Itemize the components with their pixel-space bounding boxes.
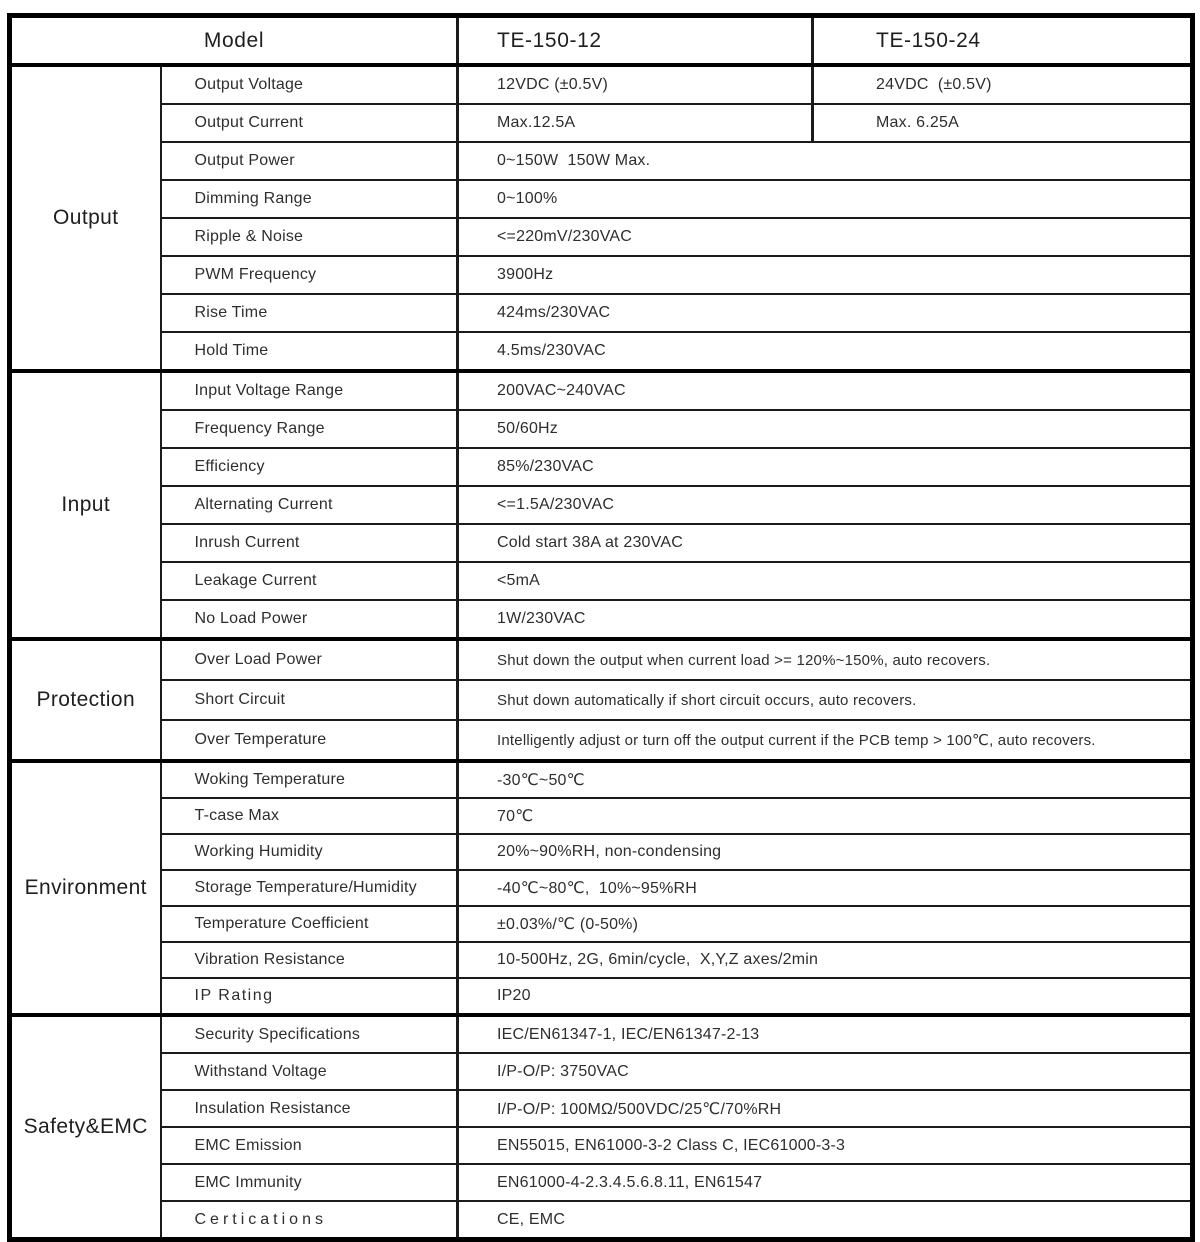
- header-row: [10, 16, 1193, 66]
- value-cell: 0~100%: [458, 180, 1193, 218]
- row-output-voltage: [10, 65, 1193, 104]
- value-cell: <=1.5A/230VAC: [458, 486, 1193, 524]
- section-label-safety-emc: Safety&EMC: [10, 1015, 161, 1240]
- row-withstand-voltage: [10, 1053, 1193, 1090]
- row-woking-temperature: [10, 761, 1193, 798]
- value-cell: Shut down the output when current load >= 120%~150%, auto recovers.: [458, 639, 1193, 680]
- value-cell: 20%~90%RH, non-condensing: [458, 834, 1193, 870]
- value-cell: 3900Hz: [458, 256, 1193, 294]
- row-efficiency: [10, 448, 1193, 486]
- param-cell: Rise Time: [161, 294, 458, 332]
- value-cell: CE, EMC: [458, 1201, 1193, 1240]
- param-cell: Insulation Resistance: [161, 1090, 458, 1127]
- value-cell: <5mA: [458, 562, 1193, 600]
- param-cell: Short Circuit: [161, 680, 458, 720]
- param-cell: Dimming Range: [161, 180, 458, 218]
- value-cell: 10-500Hz, 2G, 6min/cycle, X,Y,Z axes/2min: [458, 942, 1193, 978]
- row-output-power: [10, 142, 1193, 180]
- param-cell: Efficiency: [161, 448, 458, 486]
- param-cell: PWM Frequency: [161, 256, 458, 294]
- row-ip-rating: [10, 978, 1193, 1015]
- row-insulation-resistance: [10, 1090, 1193, 1127]
- section-label-output: Output: [10, 65, 161, 371]
- param-cell: Woking Temperature: [161, 761, 458, 798]
- value-cell: 4.5ms/230VAC: [458, 332, 1193, 371]
- section-label-input: Input: [10, 371, 161, 639]
- param-cell: EMC Emission: [161, 1127, 458, 1164]
- row-certications: [10, 1201, 1193, 1240]
- row-short-circuit: [10, 680, 1193, 720]
- param-cell: Output Current: [161, 104, 458, 142]
- row-leakage-current: [10, 562, 1193, 600]
- row-hold-time: [10, 332, 1193, 371]
- row-pwm-frequency: [10, 256, 1193, 294]
- value-cell: 200VAC~240VAC: [458, 371, 1193, 410]
- value-cell: 85%/230VAC: [458, 448, 1193, 486]
- row-temperature-coefficient: [10, 906, 1193, 942]
- param-cell: Inrush Current: [161, 524, 458, 562]
- row-frequency-range: [10, 410, 1193, 448]
- param-cell: Hold Time: [161, 332, 458, 371]
- value-cell: 1W/230VAC: [458, 600, 1193, 639]
- param-cell: Ripple & Noise: [161, 218, 458, 256]
- value-cell: Cold start 38A at 230VAC: [458, 524, 1193, 562]
- param-cell: Leakage Current: [161, 562, 458, 600]
- row-output-current: [10, 104, 1193, 142]
- row-storage-temperature-humidity: [10, 870, 1193, 906]
- param-cell: Working Humidity: [161, 834, 458, 870]
- param-cell: Over Load Power: [161, 639, 458, 680]
- row-no-load-power: [10, 600, 1193, 639]
- row-working-humidity: [10, 834, 1193, 870]
- row-emc-immunity: [10, 1164, 1193, 1201]
- param-cell: Output Voltage: [161, 65, 458, 104]
- value-cell: I/P-O/P: 100MΩ/500VDC/25℃/70%RH: [458, 1090, 1193, 1127]
- row-inrush-current: [10, 524, 1193, 562]
- param-cell: Withstand Voltage: [161, 1053, 458, 1090]
- value-cell-24: 24VDC (±0.5V): [813, 65, 1193, 104]
- value-cell: 0~150W 150W Max.: [458, 142, 1193, 180]
- row-input-voltage-range: [10, 371, 1193, 410]
- param-cell: T-case Max: [161, 798, 458, 834]
- param-cell: Input Voltage Range: [161, 371, 458, 410]
- param-cell: Temperature Coefficient: [161, 906, 458, 942]
- value-cell: -30℃~50℃: [458, 761, 1193, 798]
- value-cell: IP20: [458, 978, 1193, 1015]
- row-t-case-max: [10, 798, 1193, 834]
- value-cell-24: Max. 6.25A: [813, 104, 1193, 142]
- row-security-specifications: [10, 1015, 1193, 1053]
- value-cell: Intelligently adjust or turn off the output current if the PCB temp > 100℃, auto recovers.: [458, 720, 1193, 761]
- section-label-protection: Protection: [10, 639, 161, 761]
- param-cell: Frequency Range: [161, 410, 458, 448]
- value-cell: 50/60Hz: [458, 410, 1193, 448]
- param-cell: Certications: [161, 1201, 458, 1240]
- param-cell: Storage Temperature/Humidity: [161, 870, 458, 906]
- value-cell: 424ms/230VAC: [458, 294, 1193, 332]
- param-cell: Over Temperature: [161, 720, 458, 761]
- value-cell: EN55015, EN61000-3-2 Class C, IEC61000-3-3: [458, 1127, 1193, 1164]
- model-header-label: Model: [10, 16, 458, 66]
- spec-table: [7, 13, 1195, 1242]
- value-cell-12: 12VDC (±0.5V): [458, 65, 813, 104]
- value-cell: IEC/EN61347-1, IEC/EN61347-2-13: [458, 1015, 1193, 1053]
- param-cell: Alternating Current: [161, 486, 458, 524]
- value-cell-12: Max.12.5A: [458, 104, 813, 142]
- param-cell: No Load Power: [161, 600, 458, 639]
- row-dimming-range: [10, 180, 1193, 218]
- row-over-load-power: [10, 639, 1193, 680]
- row-rise-time: [10, 294, 1193, 332]
- value-cell: EN61000-4-2.3.4.5.6.8.11, EN61547: [458, 1164, 1193, 1201]
- row-alternating-current: [10, 486, 1193, 524]
- value-cell: 70℃: [458, 798, 1193, 834]
- value-cell: Shut down automatically if short circuit occurs, auto recovers.: [458, 680, 1193, 720]
- value-cell: <=220mV/230VAC: [458, 218, 1193, 256]
- value-cell: ±0.03%/℃ (0-50%): [458, 906, 1193, 942]
- row-vibration-resistance: [10, 942, 1193, 978]
- param-cell: EMC Immunity: [161, 1164, 458, 1201]
- param-cell: Output Power: [161, 142, 458, 180]
- param-cell: Vibration Resistance: [161, 942, 458, 978]
- model-column-te-150-24: TE-150-24: [813, 16, 1193, 66]
- value-cell: I/P-O/P: 3750VAC: [458, 1053, 1193, 1090]
- section-label-environment: Environment: [10, 761, 161, 1015]
- row-emc-emission: [10, 1127, 1193, 1164]
- param-cell: Security Specifications: [161, 1015, 458, 1053]
- row-ripple-noise: [10, 218, 1193, 256]
- row-over-temperature: [10, 720, 1193, 761]
- model-column-te-150-12: TE-150-12: [458, 16, 813, 66]
- param-cell: IP Rating: [161, 978, 458, 1015]
- value-cell: -40℃~80℃, 10%~95%RH: [458, 870, 1193, 906]
